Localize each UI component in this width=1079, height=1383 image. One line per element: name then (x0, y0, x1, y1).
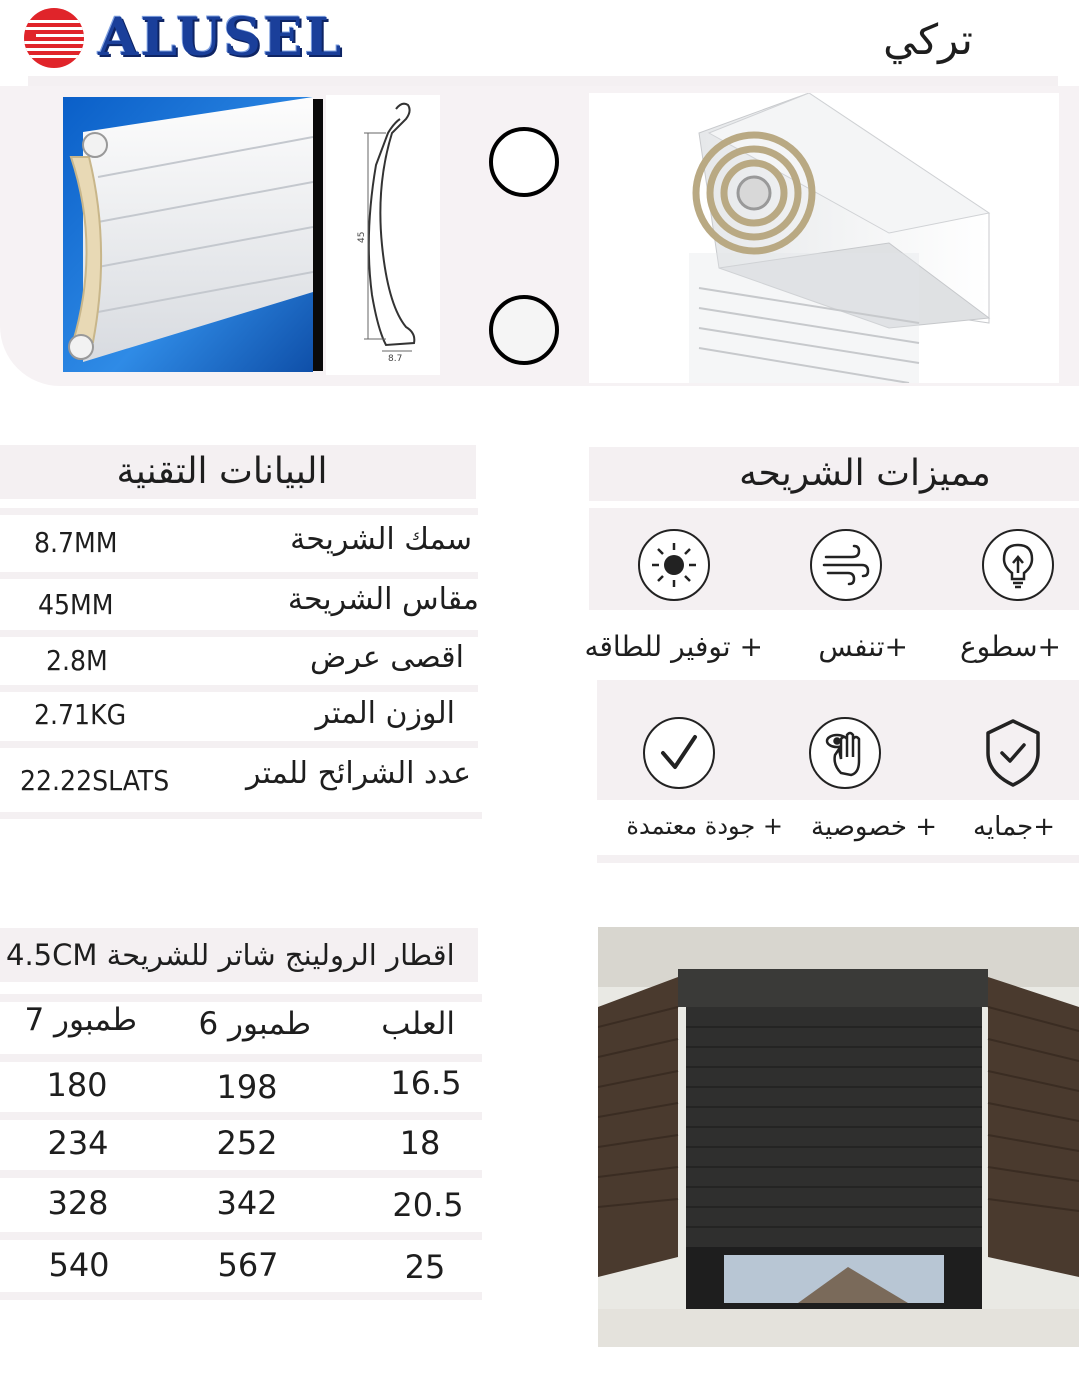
table-cell: 252 (216, 1124, 278, 1162)
origin-label: تركي (883, 15, 973, 64)
tech-label-max-width: اقصى عرض (310, 640, 464, 675)
color-swatch-off-white (489, 295, 559, 365)
table-cell: 342 (216, 1184, 278, 1222)
aluminium-slat-photo-icon (63, 97, 313, 372)
lightbulb-icon (982, 529, 1054, 601)
shield-check-icon (982, 717, 1044, 789)
checkmark-icon (643, 717, 715, 789)
col-header-drum-6: طمبور 6 (198, 1006, 311, 1042)
slat-profile-drawing-icon (326, 95, 440, 375)
table-cell: 25 (404, 1248, 446, 1286)
col-header-drum-7: طمبور 7 (24, 1002, 137, 1038)
diameter-table-title: اقطار الرولينج شاتر للشريحة 4.5CM (6, 938, 455, 972)
features-title: مميزات الشريحه (739, 453, 991, 494)
installed-roller-shutter-photo-icon (598, 927, 1079, 1347)
wind-icon (810, 529, 882, 601)
table-cell: 567 (217, 1246, 279, 1284)
feature-label-protection: +جمايه (973, 812, 1055, 842)
table-cell: 20.5 (392, 1186, 464, 1224)
col-header-box: العلب (381, 1006, 455, 1042)
tech-label-size: مقاس الشريحة (287, 582, 479, 617)
tech-label-thickness: سمك الشريحة (290, 522, 472, 557)
feature-label-privacy: + خصوصية (811, 812, 937, 842)
feature-label-energy: + توفير للطاقه (584, 630, 763, 663)
feature-label-brightness: +سطوع (959, 630, 1061, 663)
profile-thickness-label: 8.7 (388, 354, 403, 364)
table-cell: 180 (46, 1066, 108, 1104)
tech-value-weight: 2.71KG (34, 698, 127, 731)
logo-globe-icon (22, 6, 86, 70)
roller-box-photo-icon (589, 93, 1059, 383)
table-cell: 540 (48, 1246, 110, 1284)
tech-value-slats-per-meter: 22.22SLATS (20, 764, 170, 797)
table-cell: 18 (399, 1124, 441, 1162)
feature-label-quality: + جودة معتمدة (626, 812, 783, 840)
tech-label-weight: الوزن المتر (315, 696, 455, 731)
profile-height-label: 45 (357, 231, 367, 243)
table-cell: 16.5 (390, 1064, 462, 1102)
brand-logo-text: ALUSEL (98, 7, 344, 68)
tech-value-thickness: 8.7MM (34, 526, 118, 559)
image-divider (313, 99, 323, 371)
table-cell: 234 (47, 1124, 109, 1162)
table-cell: 198 (216, 1068, 278, 1106)
table-cell: 328 (47, 1184, 109, 1222)
tech-data-title: البيانات التقنية (116, 451, 328, 492)
sun-icon (638, 529, 710, 601)
header-divider (28, 76, 1058, 86)
tech-value-max-width: 2.8M (46, 644, 108, 677)
color-swatch-white (489, 127, 559, 197)
tech-label-slats-per-meter: عدد الشرائح للمتر (246, 756, 471, 791)
tech-value-size: 45MM (38, 588, 114, 621)
eye-hand-icon (809, 717, 881, 789)
feature-label-breathing: +تنفس (818, 630, 908, 663)
